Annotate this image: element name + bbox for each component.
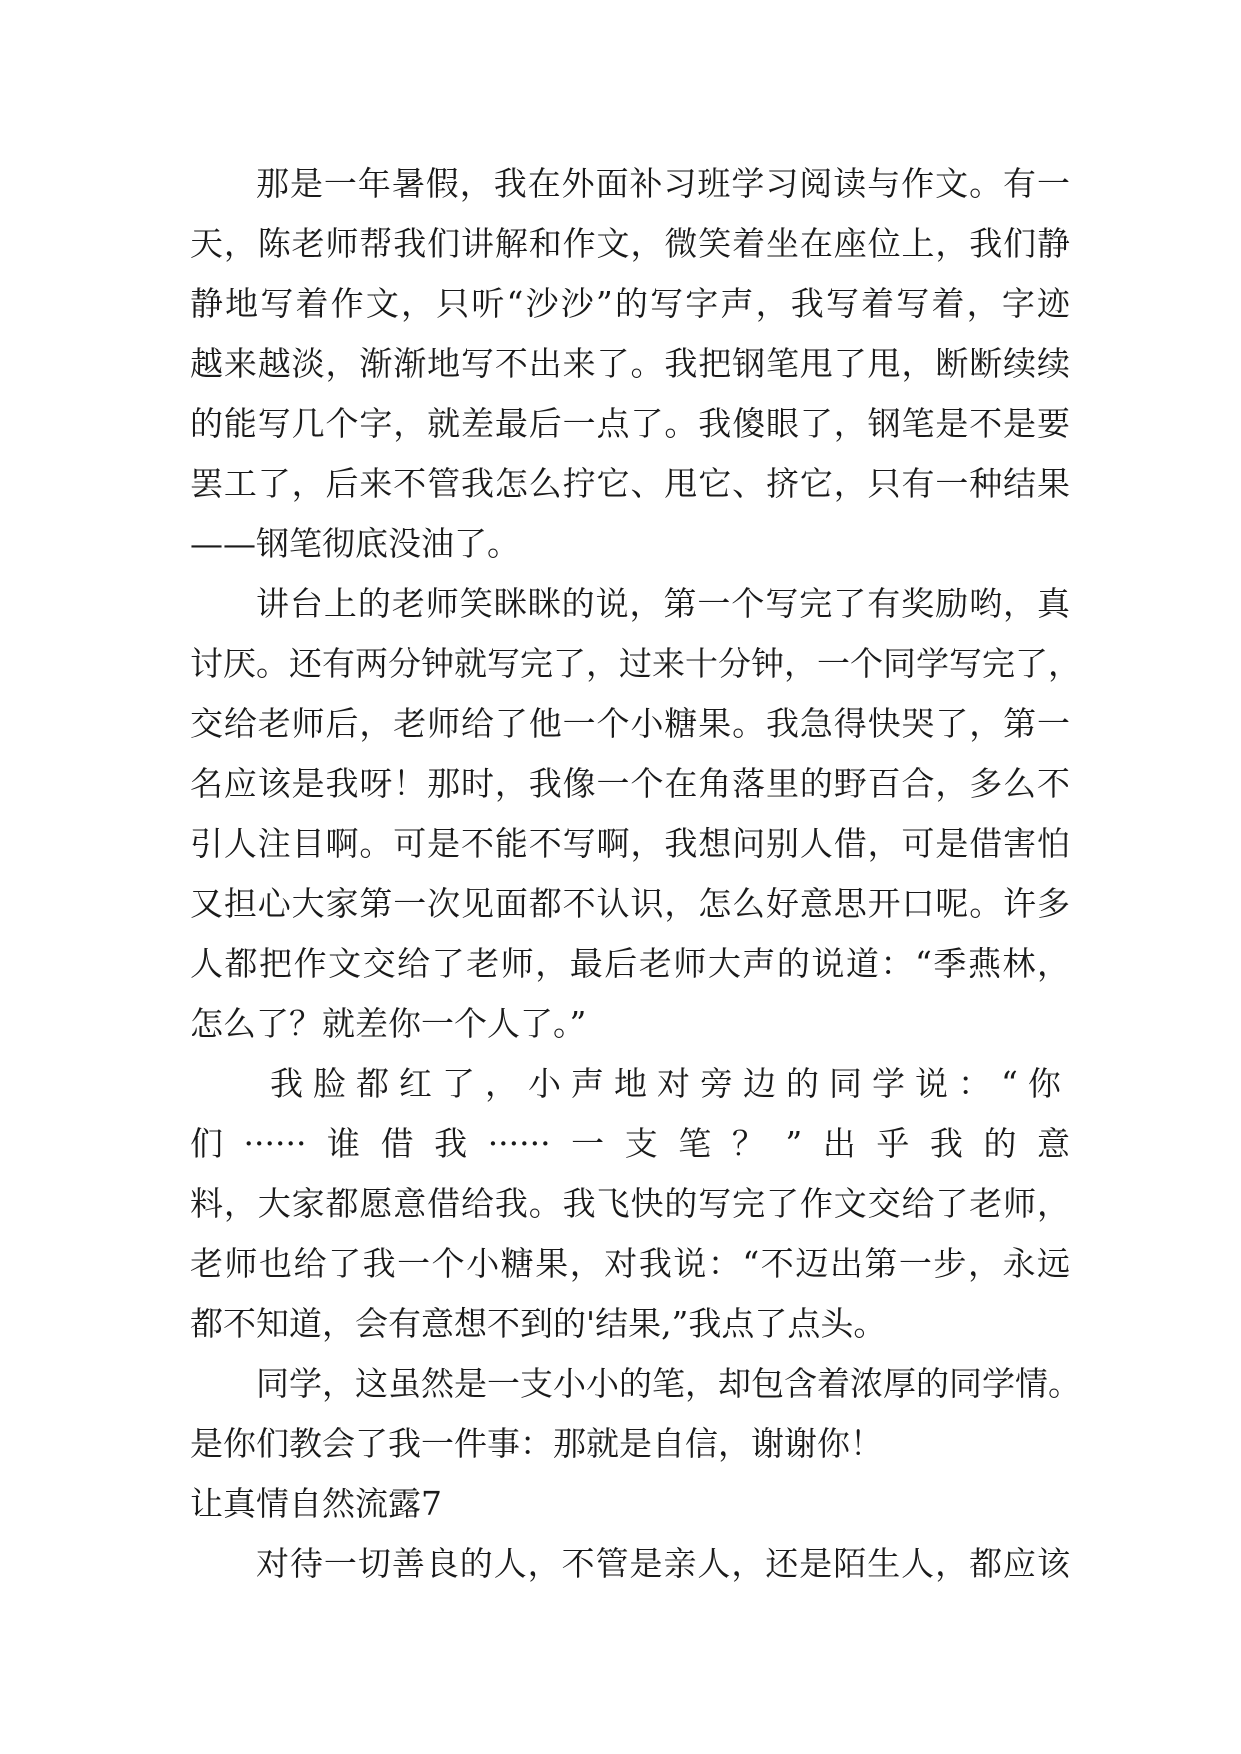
paragraph-1-line-2: 天，陈老师帮我们讲解和作文，微笑着坐在座位上，我们静	[190, 224, 1070, 263]
paragraph-1-line-1: 那是一年暑假，我在外面补习班学习阅读与作文。有一	[256, 164, 1070, 203]
paragraph-2-line-5: 引人注目啊。可是不能不写啊，我想问别人借，可是借害怕	[190, 824, 1070, 863]
paragraph-2-line-2: 讨厌。还有两分钟就写完了，过来十分钟，一个同学写完了，	[190, 644, 1081, 683]
paragraph-2-line-3: 交给老师后，老师给了他一个小糖果。我急得快哭了，第一	[190, 704, 1070, 743]
paragraph-4-line-2: 是你们教会了我一件事：那就是自信，谢谢你！	[190, 1424, 883, 1463]
paragraph-1-line-6: 罢工了，后来不管我怎么拧它、甩它、挤它，只有一种结果	[190, 464, 1070, 503]
paragraph-5-line-1: 对待一切善良的人，不管是亲人，还是陌生人，都应该	[256, 1544, 1070, 1583]
paragraph-2-line-4: 名应该是我呀！那时，我像一个在角落里的野百合，多么不	[190, 764, 1070, 803]
paragraph-1-line-7: ——钢笔彻底没油了。	[190, 524, 520, 563]
paragraph-4-line-1: 同学，这虽然是一支小小的笔，却包含着浓厚的同学情。	[256, 1364, 1081, 1403]
paragraph-3-line-1: 我脸都红了，小声地对旁边的同学说：“你	[270, 1064, 1071, 1103]
paragraph-3-line-4: 老师也给了我一个小糖果，对我说：“不迈出第一步，永远	[190, 1244, 1070, 1283]
paragraph-2-line-8: 怎么了？就差你一个人了。”	[190, 1004, 587, 1043]
section-heading: 让真情自然流露7	[190, 1484, 442, 1523]
paragraph-1-line-4: 越来越淡，渐渐地写不出来了。我把钢笔甩了甩，断断续续	[190, 344, 1070, 383]
paragraph-3-line-3: 料，大家都愿意借给我。我飞快的写完了作文交给了老师，	[190, 1184, 1070, 1223]
paragraph-2-line-6: 又担心大家第一次见面都不认识，怎么好意思开口呢。许多	[190, 884, 1070, 923]
paragraph-2-line-7: 人都把作文交给了老师，最后老师大声的说道：“季燕林，	[190, 944, 1070, 983]
paragraph-1-line-5: 的能写几个字，就差最后一点了。我傻眼了，钢笔是不是要	[190, 404, 1070, 443]
paragraph-3-line-5: 都不知道，会有意想不到的'结果,”我点了点头。	[190, 1304, 887, 1343]
paragraph-3-line-2: 们······谁借我······一支笔？”出乎我的意	[190, 1124, 1070, 1163]
paragraph-1-line-3: 静地写着作文，只听“沙沙”的写字声，我写着写着，字迹	[190, 284, 1070, 323]
paragraph-2-line-1: 讲台上的老师笑眯眯的说，第一个写完了有奖励哟，真	[256, 584, 1070, 623]
